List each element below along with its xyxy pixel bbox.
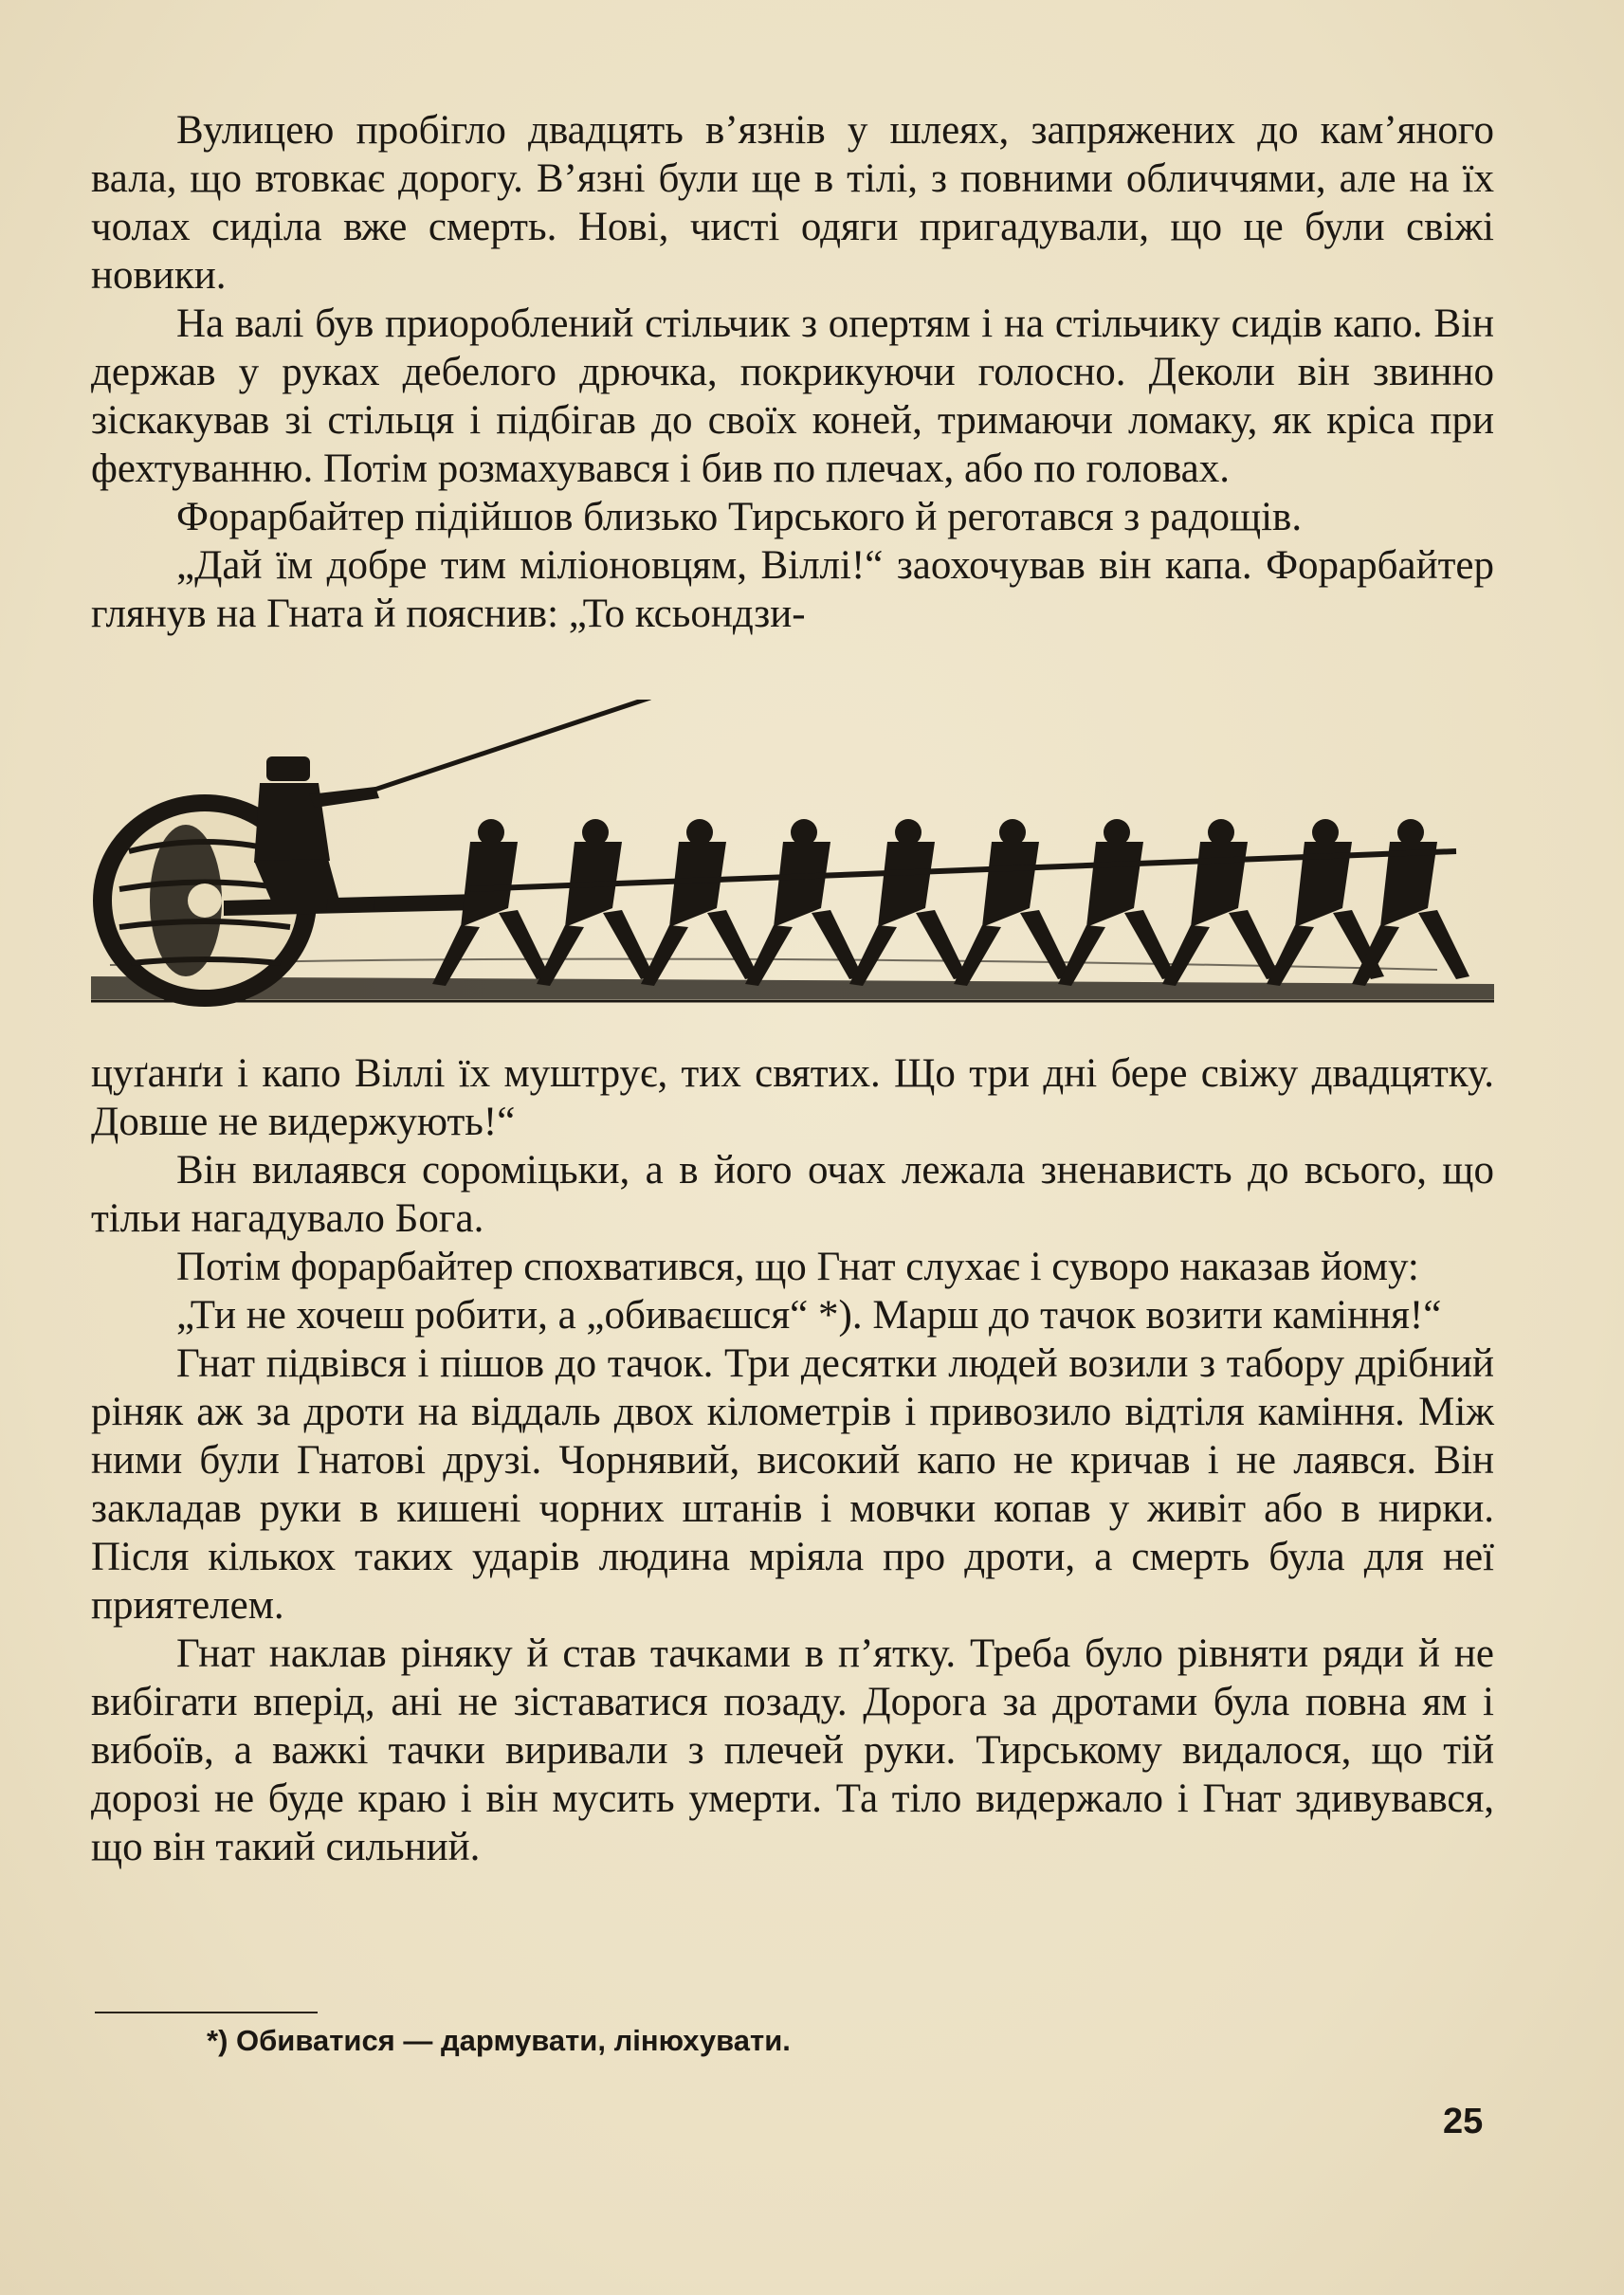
prisoners-pulling-roller-illustration bbox=[91, 700, 1494, 1022]
paragraph: Потім форарбайтер спохватився, що Гнат слухає і суворо наказав йому: bbox=[176, 1245, 1419, 1289]
paragraph: Форарбайтер підійшов близько Тирського й реготався з радощів. bbox=[176, 495, 1303, 539]
paragraph: „Дай їм добре тим міліоновцям, Віллі!“ заохочував він капа. Форарбайтер глянув на Гната й пояснив: „То ксьондзи- bbox=[91, 543, 1494, 636]
paragraph: На валі був приороблений стільчик з опертям і на стільчику сидів капо. Він держав у руках дебелого дрючка, покрикуючи голосно. Деколи він звинно зіскакував зі стільця і підбігав до своїх коней, тримаючи ломаку, як кріса при фехтуванню. Потім розмахувався і бив по плечах, або по головах. bbox=[91, 301, 1494, 491]
page-number: 25 bbox=[1443, 2102, 1484, 2141]
footnote-divider bbox=[95, 2012, 318, 2013]
paragraph: Вулицею пробігло двадцять в’язнів у шлеях, запряжених до кам’яного вала, що втовкає дорогу. В’язні були ще в тілі, з повними обличчями, але на їх чолах сиділа вже смерть. Нові, чисті одяги пригадували, що це були свіжі новики. bbox=[91, 108, 1494, 298]
paragraph: Гнат підвівся і пішов до тачок. Три десятки людей возили з табору дрібний ріняк аж за дроти на віддаль двох кілометрів і привозило відтіля каміння. Між ними були Гнатові друзі. Чорнявий, високий капо не кричав і не лаявся. Він закладав руки в кишені чорних штанів і мовчки копав у живіт або в нирки. Після кількох таких ударів людина мріяла про дроти, а смерть була для неї приятелем. bbox=[91, 1341, 1494, 1628]
paragraph: Він вилаявся сороміцьки, а в його очах лежала зненависть до всього, що тільи нагадувало Бога. bbox=[91, 1148, 1494, 1241]
text-block-bottom bbox=[91, 1049, 1494, 1871]
paragraph: Гнат наклав ріняку й став тачками в п’ятку. Треба було рівняти ряди й не вибігати вперід, ані не зіставатися позаду. Дорога за дротами була повна ям і вибоїв, а важкі тачки виривали з плечей руки. Тирському видалося, що тій дорозі не буде краю і він мусить умерти. Та тіло видержало і Гнат здивувався, що він такий сильний. bbox=[91, 1631, 1494, 1869]
paragraph: цуґанґи і капо Віллі їх муштрує, тих святих. Що три дні бере свіжу двадцятку. Довше не видержують!“ bbox=[91, 1051, 1494, 1144]
footnote: *) Обиватися — дармувати, лінюхувати. bbox=[207, 2024, 791, 2057]
text-block-top bbox=[91, 106, 1494, 638]
paragraph: „Ти не хочеш робити, а „обиваєшся“ *). Марш до тачок возити каміння!“ bbox=[176, 1293, 1442, 1338]
